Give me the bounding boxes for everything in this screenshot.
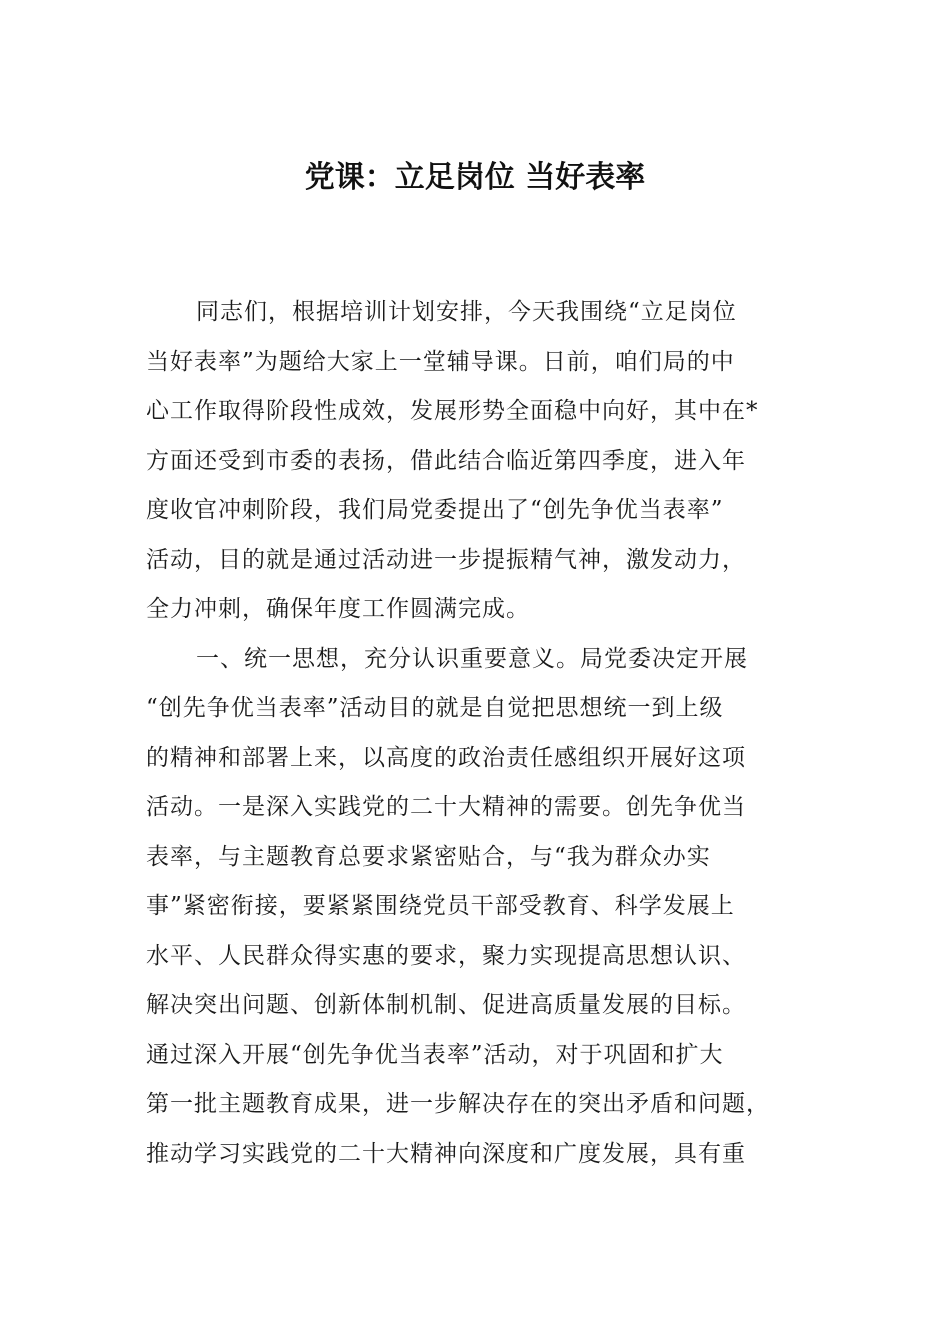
paragraph-2-line-2: “创先争优当表率”活动目的就是自觉把思想统一到上级 — [146, 695, 724, 721]
paragraph-2-line-9: 通过深入开展“创先争优当表率”活动，对于巩固和扩大 — [146, 1041, 724, 1068]
paragraph-2-line-7: 水平、人民群众得实惠的要求，聚力实现提高思想认识、 — [146, 942, 746, 969]
paragraph-1-line-7: 全力冲刺，确保年度工作圆满完成。 — [146, 596, 530, 622]
paragraph-1-line-4: 方面还受到市委的表扬，借此结合临近第四季度，进入年 — [146, 447, 746, 474]
paragraph-2-line-5: 表率，与主题教育总要求紧密贴合，与“我为群众办实 — [146, 843, 711, 870]
paragraph-2-line-1: 一、统一思想，充分认识重要意义。局党委决定开展 — [196, 645, 748, 672]
paragraph-2-line-11: 推动学习实践党的二十大精神向深度和广度发展，具有重 — [146, 1140, 746, 1167]
paragraph-1-line-1: 同志们，根据培训计划安排，今天我围绕“立足岗位 — [196, 299, 737, 325]
paragraph-2-line-8: 解决突出问题、创新体制机制、促进高质量发展的目标。 — [146, 992, 746, 1018]
document-body — [146, 288, 806, 1179]
paragraph-1-line-2: 当好表率”为题给大家上一堂辅导课。日前，咱们局的中 — [146, 348, 735, 375]
paragraph-1-line-5: 度收官冲刺阶段，我们局党委提出了“创先争优当表率” — [146, 497, 724, 523]
paragraph-2-line-10: 第一批主题教育成果，进一步解决存在的突出矛盾和问题， — [146, 1091, 770, 1117]
paragraph-2-line-6: 事”紧密衔接，要紧紧围绕党员干部受教育、科学发展上 — [146, 893, 735, 919]
paragraph-2-line-4: 活动。一是深入实践党的二十大精神的需要。创先争优当 — [146, 794, 746, 820]
paragraph-2-line-3: 的精神和部署上来，以高度的政治责任感组织开展好这项 — [146, 744, 746, 771]
paragraph-1-line-6: 活动，目的就是通过活动进一步提振精气神，激发动力， — [146, 546, 746, 573]
document-title: 党课：立足岗位 当好表率 — [304, 160, 646, 195]
paragraph-1-line-3: 心工作取得阶段性成效，发展形势全面稳中向好，其中在* — [146, 398, 759, 424]
